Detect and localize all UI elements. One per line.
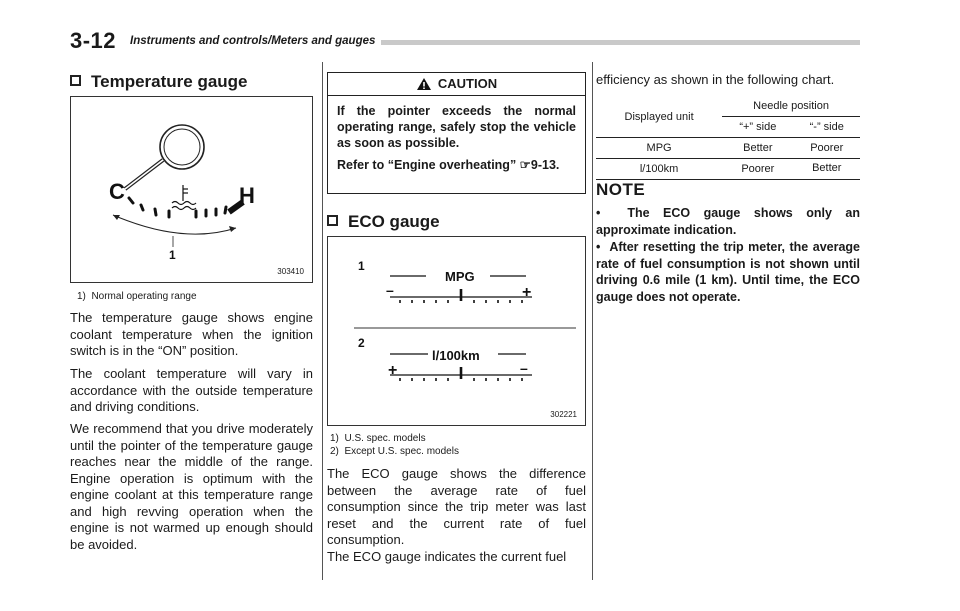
table-cell-unit: l/100km <box>596 159 722 180</box>
header-title: Instruments and controls/Meters and gauges <box>130 35 381 47</box>
gauge1-plus: + <box>522 284 532 301</box>
eco-paragraph-1: The ECO gauge shows the difference between the average rate of fuel consumption since the trip meter was last reset and the current rate of fuel consumption. <box>327 466 586 547</box>
column-divider-left <box>322 62 323 580</box>
page-number: 3-12 <box>70 28 117 53</box>
table-header-minus-side: “-” side <box>793 117 860 138</box>
section-square-icon <box>70 75 81 86</box>
table-header-plus-side: “+” side <box>722 117 793 138</box>
caution-text-2: Refer to “Engine overheating” ☞9-13. <box>337 158 560 172</box>
temperature-paragraph-2: The coolant temperature will vary in accordance with the outside temperature and driving conditions. <box>70 366 313 414</box>
note-title: NOTE <box>596 180 646 199</box>
gauge2-minus: – <box>520 360 528 376</box>
table-row <box>596 138 860 159</box>
caution-header: CAUTION <box>327 72 586 96</box>
eco-caption-2: 2) Except U.S. spec. models <box>330 446 459 457</box>
table-header-displayed-unit: Displayed unit <box>596 96 722 138</box>
eco-gauge-illustration <box>328 237 585 425</box>
gauge1-minus: – <box>386 282 394 298</box>
note-item: • After resetting the trip meter, the average rate of fuel consumption is not shown until driving 0.6 mile (1 km). Until time, the ECO gauge does not operate. <box>596 240 860 304</box>
efficiency-intro: efficiency as shown in the following chart. <box>596 72 835 87</box>
efficiency-table <box>596 96 860 180</box>
temperature-caption: 1) Normal operating range <box>77 291 197 302</box>
temperature-gauge-illustration <box>71 97 312 282</box>
note-list <box>596 205 860 306</box>
eco-callout-2: 2 <box>358 336 365 350</box>
figure-code: 303410 <box>277 267 304 276</box>
table-header-needle-position: Needle position <box>722 96 860 117</box>
eco-callout-1: 1 <box>358 259 365 273</box>
gauge-mpg-label: MPG <box>445 269 475 284</box>
caution-body <box>327 96 586 194</box>
gauge-h-label: H <box>239 183 255 208</box>
table-cell-plus: Poorer <box>722 159 793 180</box>
table-row <box>596 159 860 180</box>
temperature-gauge-figure <box>70 96 313 283</box>
note-item: • The ECO gauge shows only an approximate indication. <box>596 206 860 237</box>
table-cell-minus: Better <box>793 159 860 180</box>
gauge-l100km-label: l/100km <box>432 348 480 363</box>
temperature-paragraph-3: We recommend that you drive moderately until the pointer of the temperature gauge reaches near the middle of the range. Engine operation is optimum with the engine coolant at this temperature range and high revving operation when the engine is not warmed up enough should be avoided. <box>70 421 313 552</box>
table-cell-unit: MPG <box>596 138 722 159</box>
eco-caption-1: 1) U.S. spec. models <box>330 433 426 444</box>
caution-text-1: If the pointer exceeds the normal operating range, safely stop the vehicle as soon as possible. <box>337 104 576 150</box>
temperature-paragraph-1: The temperature gauge shows engine coolant temperature when the ignition switch is in the “ON” position. <box>70 310 313 358</box>
eco-gauge-figure <box>327 236 586 426</box>
column-divider-right <box>592 62 593 580</box>
callout-1: 1 <box>169 248 176 262</box>
figure-code: 302221 <box>550 410 577 419</box>
gauge-c-label: C <box>109 179 125 204</box>
table-cell-minus: Poorer <box>793 138 860 159</box>
eco-paragraph-2: The ECO gauge indicates the current fuel <box>327 549 567 564</box>
gauge2-plus: + <box>388 362 398 379</box>
page-header <box>70 28 860 54</box>
section-square-icon <box>327 215 338 226</box>
eco-gauge-heading: ECO gauge <box>327 212 440 232</box>
temperature-gauge-heading: Temperature gauge <box>70 72 248 92</box>
warning-triangle-icon <box>416 77 432 91</box>
table-cell-plus: Better <box>722 138 793 159</box>
